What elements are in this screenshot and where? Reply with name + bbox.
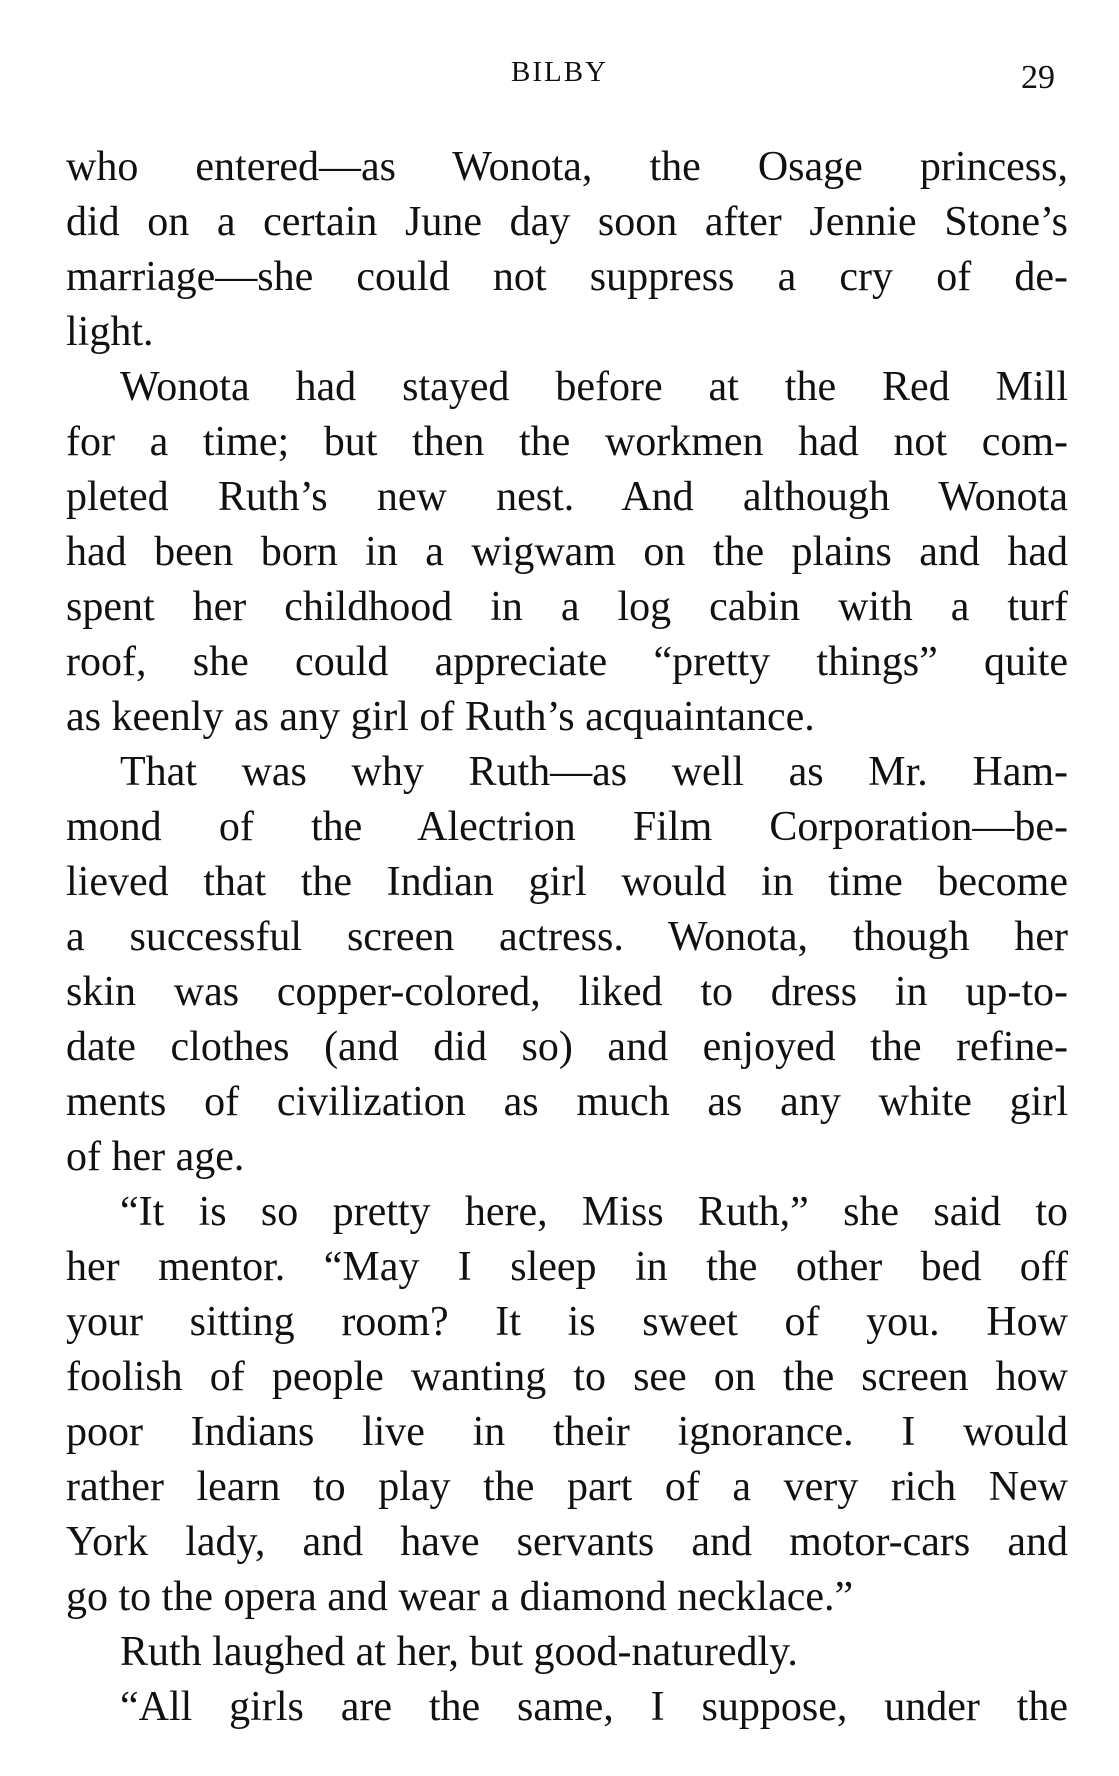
text-line: a successful screen actress. Wonota, though her [66,914,1068,960]
text-line: Ruth laughed at her, but good-naturedly. [120,1629,798,1675]
text-line: of her age. [66,1134,245,1180]
text-line: pleted Ruth’s new nest. And although Wonota [66,474,1068,520]
text-line: did on a certain June day soon after Jennie Stone’s [66,199,1068,245]
running-head [0,52,1119,96]
body-text [66,140,1068,1735]
text-line: spent her childhood in a log cabin with a turf [66,584,1068,630]
text-line: skin was copper-colored, liked to dress in up-to- [66,969,1068,1015]
text-line: had been born in a wigwam on the plains and had [66,529,1068,575]
text-line: rather learn to play the part of a very rich New [66,1464,1068,1510]
text-line: date clothes (and did so) and enjoyed the refine- [66,1024,1068,1070]
text-line: marriage—she could not suppress a cry of de- [66,254,1068,300]
text-line: light. [66,309,154,355]
text-line: as keenly as any girl of Ruth’s acquaintance. [66,694,815,740]
page-number: 29 [1021,59,1055,96]
text-line: mond of the Alectrion Film Corporation—be- [66,804,1068,850]
text-line: York lady, and have servants and motor-cars and [66,1519,1068,1565]
text-line: her mentor. “May I sleep in the other bed off [66,1244,1068,1290]
text-line: roof, she could appreciate “pretty things” quite [66,639,1068,685]
text-line: lieved that the Indian girl would in time become [66,859,1068,905]
running-head-title: BILBY [511,56,608,88]
text-line: foolish of people wanting to see on the screen how [66,1354,1068,1400]
text-line: That was why Ruth—as well as Mr. Ham- [120,749,1068,795]
text-line: Wonota had stayed before at the Red Mill [120,364,1068,410]
text-line: your sitting room? It is sweet of you. How [66,1299,1068,1345]
text-line: who entered—as Wonota, the Osage princess, [66,144,1068,190]
text-line: “All girls are the same, I suppose, under the [120,1684,1068,1730]
text-line: ments of civilization as much as any white girl [66,1079,1068,1125]
text-line: poor Indians live in their ignorance. I would [66,1409,1068,1455]
text-line: “It is so pretty here, Miss Ruth,” she said to [120,1189,1068,1235]
text-line: for a time; but then the workmen had not com- [66,419,1068,465]
text-line: go to the opera and wear a diamond necklace.” [66,1574,854,1620]
